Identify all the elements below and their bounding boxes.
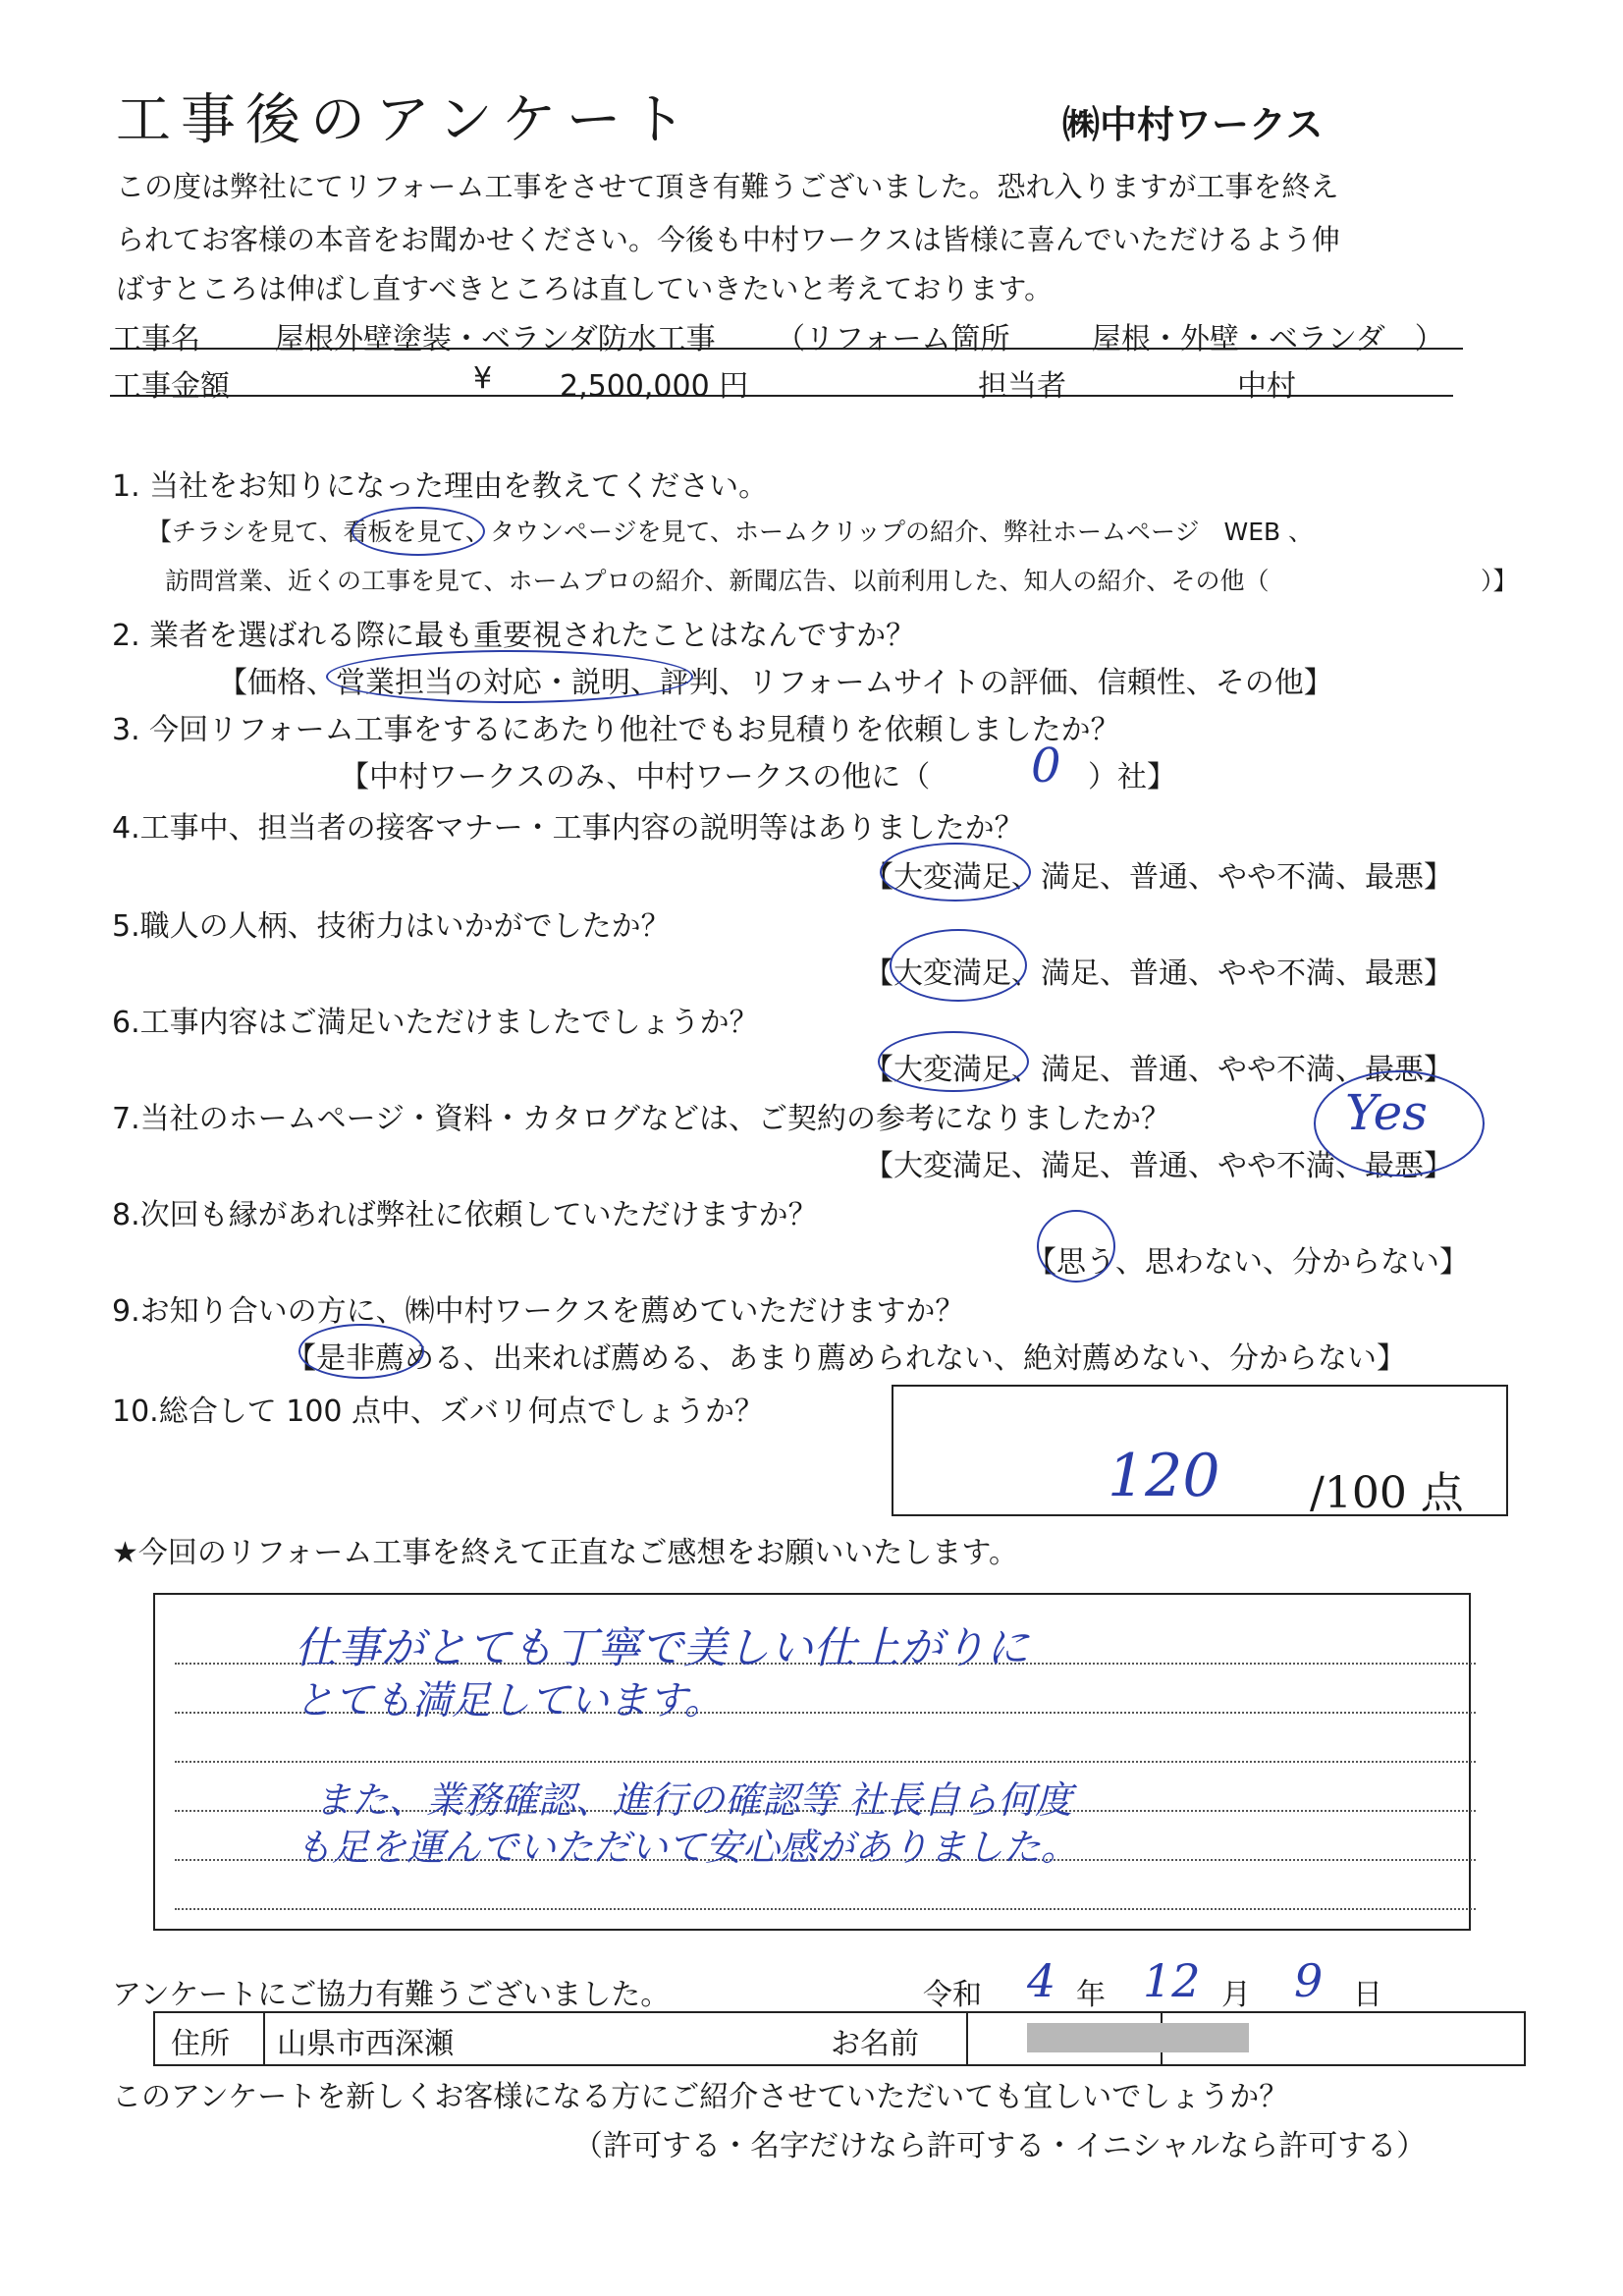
project-staff-label: 担当者 (978, 369, 1066, 404)
answer-circle-q2 (326, 650, 693, 703)
date-day: 9 (1294, 1954, 1324, 2007)
answer-circle-q1 (352, 507, 485, 556)
score-suffix: /100 点 (1310, 1468, 1464, 1518)
question-3-options-a: 【中村ワークスのみ、中村ワークスの他に（ (340, 760, 931, 794)
project-name-label: 工事名 (112, 322, 200, 356)
question-1-options-end: ）】 (1481, 567, 1518, 595)
project-amount-label: 工事金額 (112, 369, 230, 404)
date-month: 12 (1143, 1954, 1201, 2007)
project-staff-value: 中村 (1237, 369, 1296, 404)
question-8: 8.次回も縁があれば弊社に依頼していただけますか？ (112, 1198, 818, 1232)
date-era: 令和 (923, 1978, 982, 2012)
project-amount-value: 2,500,000 円 (560, 369, 749, 404)
thanks-text: アンケートにご協力有難うございました。 (112, 1978, 671, 2012)
question-2-options: 【価格、営業担当の対応・説明、評判、リフォームサイトの評価、信頼性、その他】 (218, 666, 1333, 700)
answer-circle-q5 (890, 929, 1027, 1002)
answer-circle-q4 (880, 843, 1031, 902)
question-1-options-line-1: 【チラシを見て、看板を見て、タウンページを見て、ホームクリップの紹介、弊社ホームページ WEB 、 (147, 518, 1314, 546)
question-10: 10.総合して 100 点中、ズバリ何点でしょうか？ (112, 1394, 765, 1429)
address-label: 住所 (171, 2027, 230, 2061)
name-redaction (1027, 2023, 1249, 2052)
question-3: 3. 今回リフォーム工事をするにあたり他社でもお見積りを依頼しましたか？ (112, 713, 1120, 747)
permission-question: このアンケートを新しくお客様になる方にご紹介させていただいても宜しいでしょうか？ (112, 2080, 1289, 2114)
comment-line-1: 仕事がとても丁寧で美しい仕上がりに (295, 1623, 1029, 1673)
score-value: 120 (1108, 1442, 1220, 1510)
comment-line-rule-3 (175, 1761, 1476, 1763)
intro-line-2: られてお客様の本音をお聞かせください。今後も中村ワークスは皆様に喜んでいただけるよう伸 (116, 223, 1340, 256)
question-7: 7.当社のホームページ・資料・カタログなどは、ご契約の参考になりましたか？ (112, 1102, 1171, 1136)
answer-circle-q8 (1037, 1210, 1115, 1283)
date-month-label: 月 (1221, 1978, 1251, 2012)
permission-options: （許可する・名字だけなら許可する・イニシャルなら許可する） (573, 2129, 1427, 2163)
question-8-options: 【思う、思わない、分からない】 (1027, 1245, 1469, 1280)
question-4: 4.工事中、担当者の接客マナー・工事内容の説明等はありましたか？ (112, 811, 1024, 846)
question-1-options-line-2: 訪問営業、近くの工事を見て、ホームプロの紹介、新聞広告、以前利用した、知人の紹介、その他（ (165, 567, 1270, 595)
date-year-label: 年 (1076, 1978, 1106, 2012)
comment-line-2: とても満足しています。 (295, 1678, 724, 1723)
comment-line-rule-6 (175, 1908, 1476, 1910)
question-6: 6.工事内容はご満足いただけましたでしょうか？ (112, 1006, 759, 1040)
intro-line-1: この度は弊社にてリフォーム工事をさせて頂き有難うございました。恐れ入りますが工事を終え (116, 170, 1339, 203)
page-title: 工事後のアンケート (116, 88, 696, 152)
address-value: 山県市西深瀬 (277, 2027, 454, 2061)
project-location-value: 屋根・外壁・ベランダ ） (1092, 322, 1444, 356)
comment-line-3: また、業務確認、進行の確認等 社長自ら何度 (314, 1778, 1073, 1822)
project-name-value: 屋根外壁塗装・ベランダ防水工事 (275, 322, 716, 356)
intro-line-3: ばすところは伸ばし直すべきところは直していきたいと考えております。 (116, 272, 1054, 305)
project-location-label: （リフォーム箇所 (776, 322, 1010, 356)
answer-circle-q7 (1314, 1070, 1485, 1176)
question-7-answer: Yes (1345, 1084, 1428, 1141)
name-label: お名前 (831, 2027, 919, 2061)
question-4-options: 【大変満足、満足、普通、やや不満、最悪】 (864, 860, 1453, 895)
question-5: 5.職人の人柄、技術力はいかがでしたか？ (112, 909, 671, 944)
date-year: 4 (1027, 1954, 1056, 2007)
question-2: 2. 業者を選ばれる際に最も重要視されたことはなんですか？ (112, 619, 916, 653)
comments-heading: ★今回のリフォーム工事を終えて正直なご感想をお願いいたします。 (112, 1536, 1018, 1570)
comment-line-4: も足を運んでいただいて安心感がありました。 (295, 1826, 1079, 1869)
question-9-options: 【是非薦める、出来れば薦める、あまり薦められない、絶対薦めない、分からない】 (287, 1341, 1406, 1376)
question-3-answer: 0 (1031, 738, 1061, 793)
company-name: ㈱中村ワークス (1062, 103, 1324, 146)
date-day-label: 日 (1353, 1978, 1382, 2012)
question-1: 1. 当社をお知りになった理由を教えてください。 (112, 469, 769, 504)
answer-circle-q6 (878, 1031, 1029, 1092)
question-7-options: 【大変満足、満足、普通、やや不満、最悪】 (864, 1149, 1453, 1183)
question-5-options: 【大変満足、満足、普通、やや不満、最悪】 (864, 957, 1453, 991)
question-9: 9.お知り合いの方に、㈱中村ワークスを薦めていただけますか？ (112, 1294, 965, 1329)
project-amount-symbol: ¥ (473, 361, 493, 396)
question-3-options-b: ）社】 (1088, 760, 1176, 794)
answer-circle-q9 (298, 1324, 424, 1379)
question-6-options: 【大変満足、満足、普通、やや不満、最悪】 (864, 1053, 1453, 1087)
